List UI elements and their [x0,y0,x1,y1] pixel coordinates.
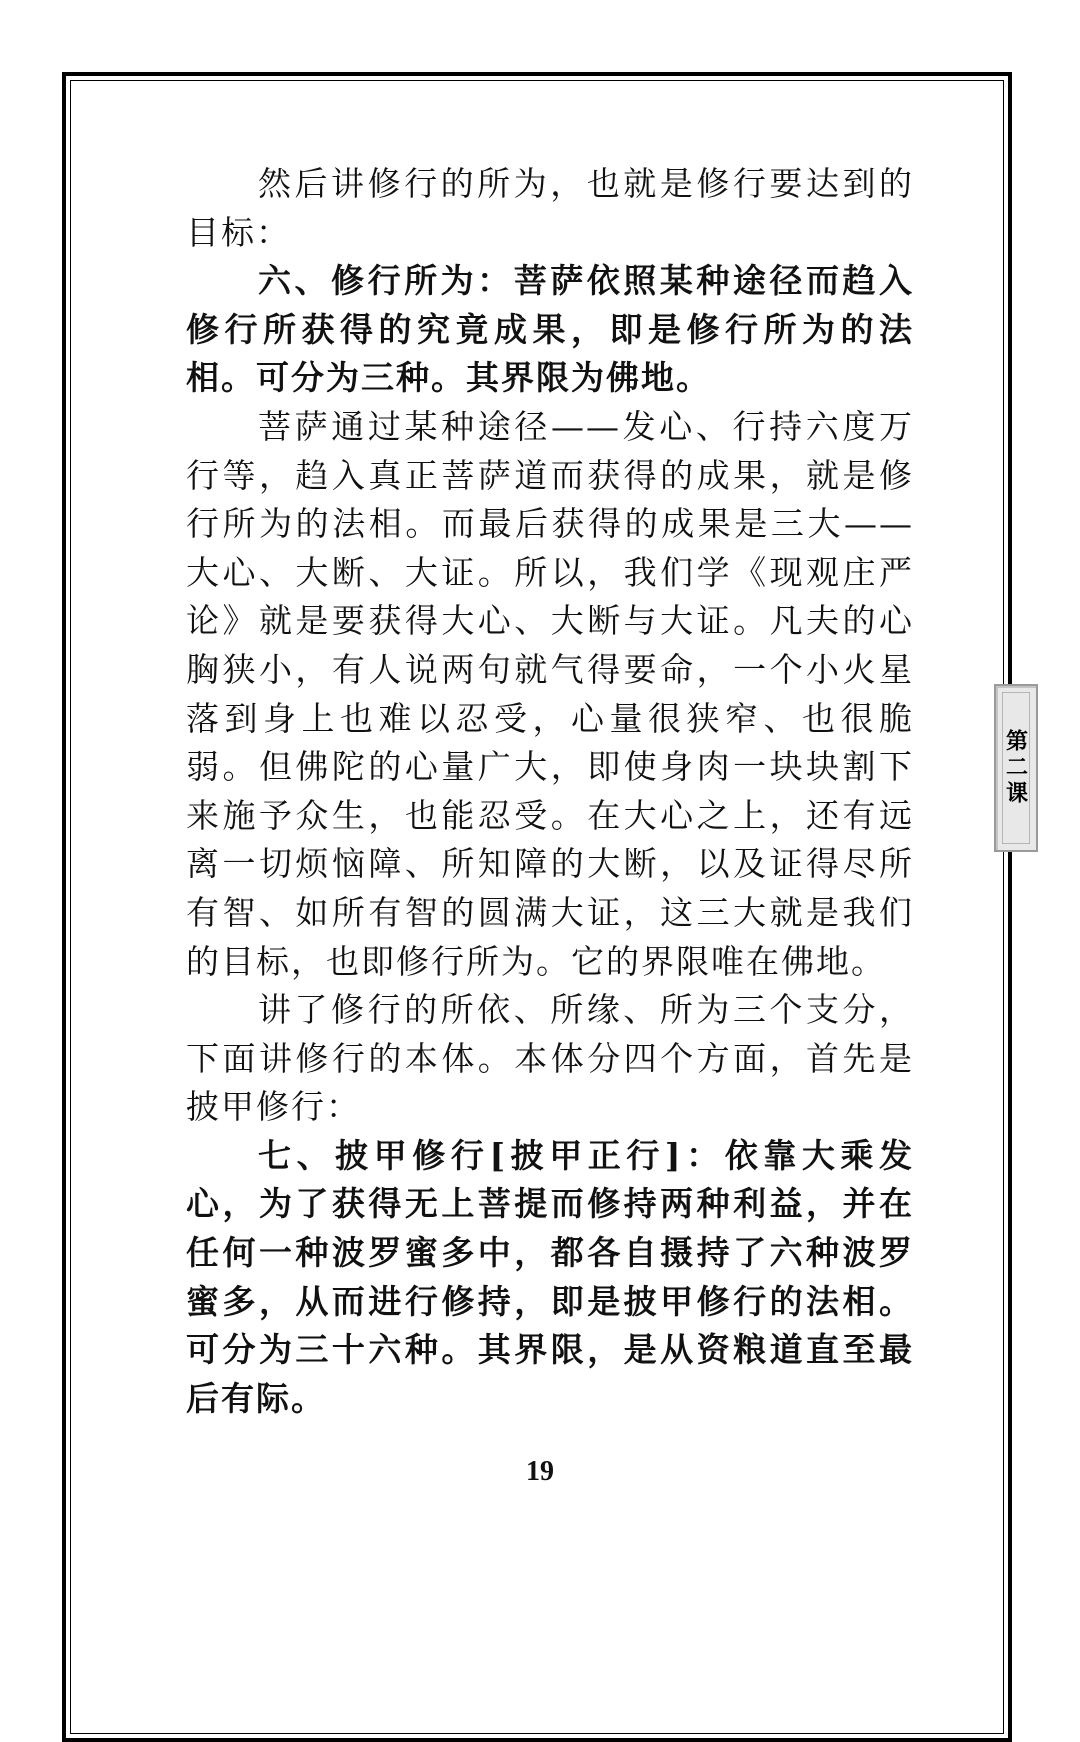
paragraph-4: 讲了修行的所依、所缘、所为三个支分，下面讲修行的本体。本体分四个方面，首先是披甲修行： [186,990,914,1127]
paragraph-2-root-text: 六、修行所为：菩萨依照某种途径而趋入修行所获得的究竟成果，即是修行所为的法相。可分为三种。其界限为佛地。 [186,261,914,398]
chapter-side-tab [994,684,1038,852]
paragraph-5-root-text: 七、披甲修行[披甲正行]：依靠大乘发心，为了获得无上菩提而修持两种利益，并在任何一种波罗蜜多中，都各自摄持了六种波罗蜜多，从而进行修持，即是披甲修行的法相。可分为三十六种。其界限，是从资粮道直至最后有际。 [186,1135,914,1418]
page-number: 19 [526,1456,554,1487]
page-body [186,160,914,1423]
paragraph-1: 然后讲修行的所为，也就是修行要达到的目标： [186,164,914,252]
chapter-side-tab-label: 第二课 [1002,729,1029,807]
paragraph-3: 菩萨通过某种途径——发心、行持六度万行等，趋入真正菩萨道而获得的成果，就是修行所为的法相。而最后获得的成果是三大——大心、大断、大证。所以，我们学《现观庄严论》就是要获得大心、大断与大证。凡夫的心胸狭小，有人说两句就气得要命，一个小火星落到身上也难以忍受，心量很狭窄、也很脆弱。但佛陀的心量广大，即使身肉一块块割下来施予众生，也能忍受。在大心之上，还有远离一切烦恼障、所知障的大断，以及证得尽所有智、如所有智的圆满大证，这三大就是我们的目标，也即修行所为。它的界限唯在佛地。 [186,406,914,981]
